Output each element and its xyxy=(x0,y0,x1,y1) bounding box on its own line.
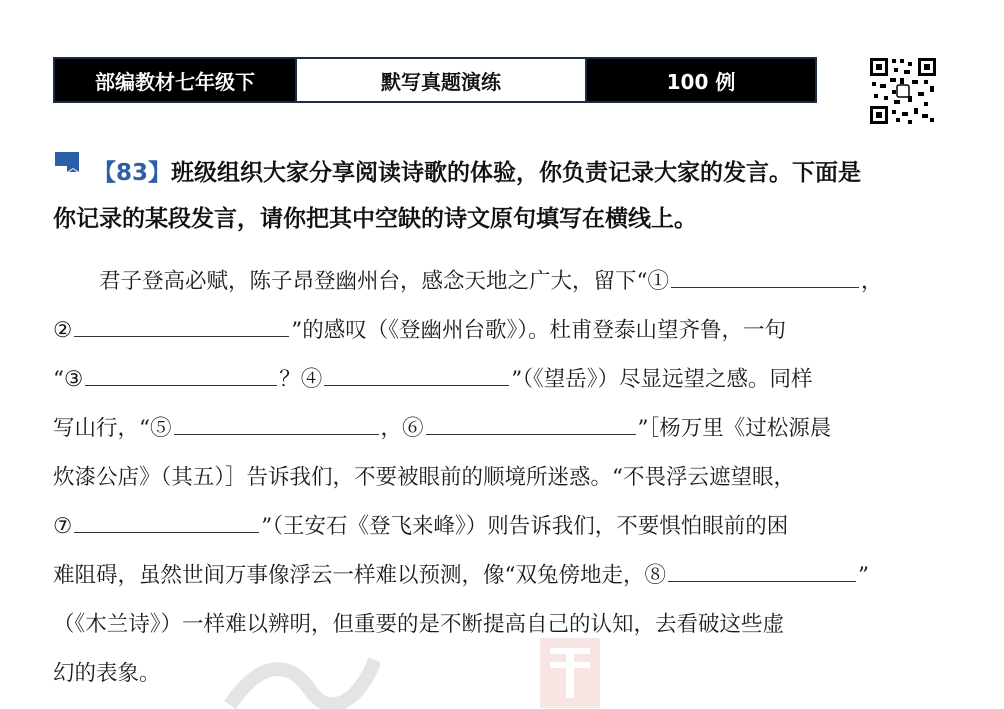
text-segment: ”［杨万里《过松源晨 xyxy=(637,416,832,441)
text-segment: ”的感叹（《登幽州台歌》）。杜甫登泰山望齐鲁，一句 xyxy=(291,318,787,343)
blank-3[interactable] xyxy=(85,357,277,386)
blank-4[interactable] xyxy=(324,357,509,386)
question-prompt xyxy=(53,150,953,242)
text-segment: ”（《望岳》）尽显远望之感。同样 xyxy=(511,367,813,392)
header-grade-label: 部编教材七年级下 xyxy=(55,59,295,101)
blank-1[interactable] xyxy=(671,259,859,288)
text-segment: ，⑥ xyxy=(380,416,424,441)
brush-watermark xyxy=(220,650,380,709)
text-segment: ？④ xyxy=(279,367,323,392)
text-segment: ② xyxy=(53,318,73,343)
question-line-2: 你记录的某段发言，请你把其中空缺的诗文原句填写在横线上。 xyxy=(53,206,697,232)
blank-2[interactable] xyxy=(74,308,289,337)
passage-line-3 xyxy=(53,355,948,404)
qr-code xyxy=(868,56,938,126)
header-title: 默写真题演练 xyxy=(295,59,587,101)
header-count: 100 例 xyxy=(587,59,815,101)
text-segment: ， xyxy=(861,269,883,294)
text-segment: ⑦ xyxy=(53,514,73,539)
passage-line-1 xyxy=(53,257,948,306)
text-segment: ” xyxy=(858,563,869,588)
question-text-1: 班级组织大家分享阅读诗歌的体验，你负责记录大家的发言。下面是 xyxy=(171,160,862,186)
question-line-1 xyxy=(53,150,953,196)
blank-5[interactable] xyxy=(174,406,379,435)
passage-line-8: （《木兰诗》）一样难以辨明，但重要的是不断提高自己的认知，去看破这些虚 xyxy=(53,612,785,637)
passage-line-7 xyxy=(53,551,948,600)
blank-6[interactable] xyxy=(426,406,636,435)
passage-line-4 xyxy=(53,404,948,453)
text-segment: 难阻碍，虽然世间万事像浮云一样难以预测，像“双兔傍地走，⑧ xyxy=(53,563,666,588)
text-segment: “③ xyxy=(53,367,84,392)
blank-7[interactable] xyxy=(74,504,259,533)
passage-line-5: 炊漆公店》（其五）］告诉我们，不要被眼前的顺境所迷惑。“不畏浮云遮望眼， xyxy=(53,465,795,490)
text-segment: 写山行，“⑤ xyxy=(53,416,172,441)
blank-8[interactable] xyxy=(668,553,856,582)
question-number: 【83】 xyxy=(93,160,172,186)
text-segment: 君子登高必赋，陈子昂登幽州台，感念天地之广大，留下“① xyxy=(99,269,669,294)
passage-line-6 xyxy=(53,502,948,551)
passage-line-2 xyxy=(53,306,948,355)
seal-watermark xyxy=(520,628,640,708)
header-bar xyxy=(53,57,817,103)
passage xyxy=(53,257,948,698)
text-segment: ”（王安石《登飞来峰》）则告诉我们，不要惧怕眼前的困 xyxy=(261,514,789,539)
passage-line-9: 幻的表象。 xyxy=(53,661,161,686)
